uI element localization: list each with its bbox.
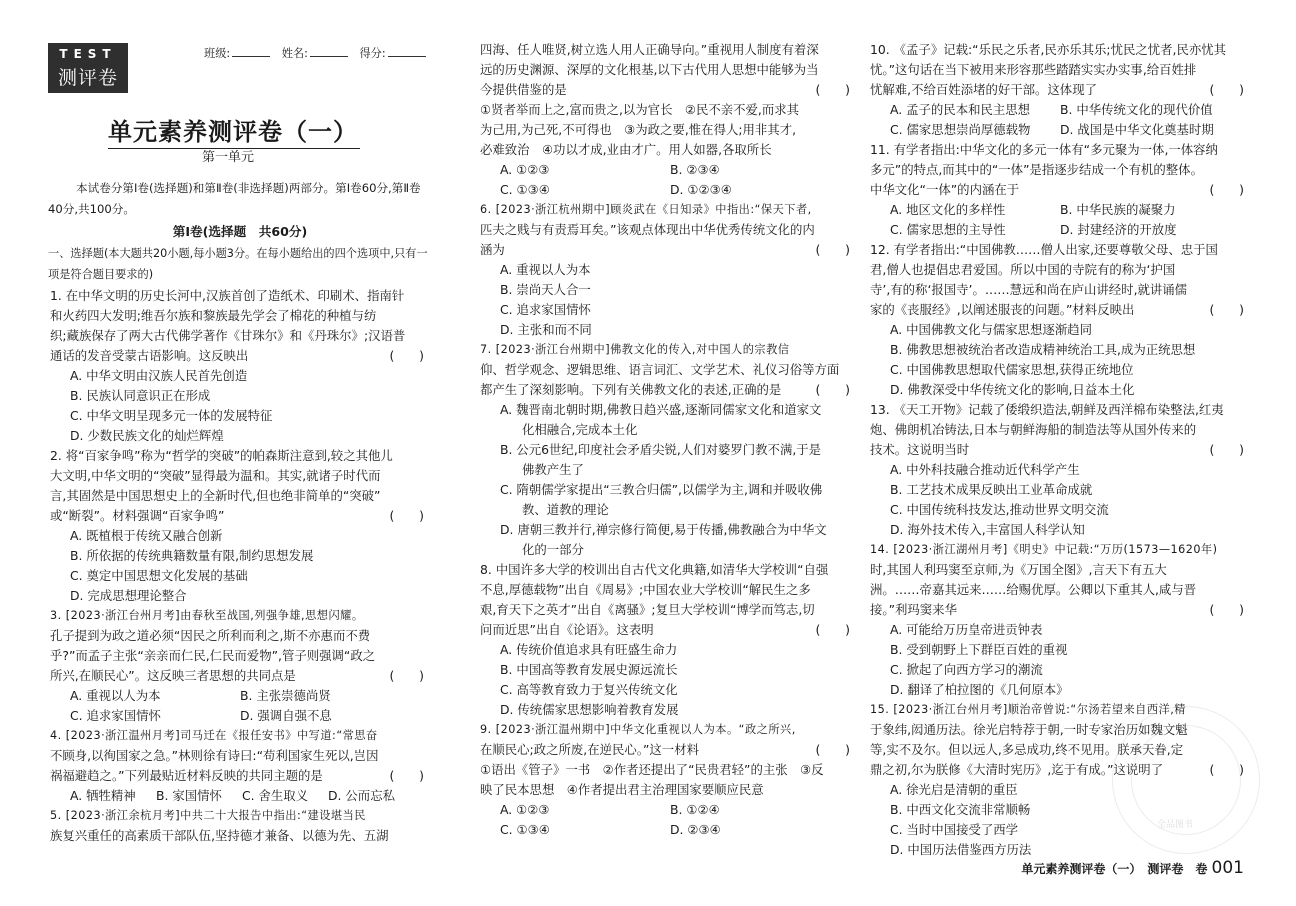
text-line: 孔子提到为政之道必须“因民之所利而利之,斯不亦惠而不费 — [50, 628, 371, 643]
option[interactable]: D. 少数民族文化的灿烂辉煌 — [70, 428, 224, 443]
question-stem: 鼎之初,尔为朕修《大清时宪历》,迄于有成。”这说明了 — [870, 762, 1164, 777]
option[interactable]: A. 魏晋南北朝时期,佛教日趋兴盛,逐渐同儒家文化和道家文 — [500, 402, 822, 417]
option[interactable]: A. 孟子的民本和民主思想 — [890, 102, 1031, 117]
text-line: 艰,育天下之英才”出自《离骚》;复旦大学校训“博学而笃志,切 — [480, 602, 815, 617]
question-stem: 技术。这说明当时 — [870, 442, 970, 457]
page-footer — [1021, 858, 1244, 878]
text-line: 3. [2023·浙江台州月考]由春秋至战国,列强争雄,思想闪耀。 — [50, 609, 364, 622]
text-line: 10. 《孟子》记载:“乐民之乐者,民亦乐其乐;忧民之忧者,民亦忧其 — [870, 42, 1227, 57]
score-label: 得分: — [359, 47, 386, 60]
option-row — [478, 160, 858, 180]
text-line: 映了民本思想 ④作者提出君主治理国家要顺应民意 — [480, 782, 764, 797]
text-line — [868, 600, 1252, 620]
question-stem: 忧解难,不给百姓添堵的好干部。这体现了 — [870, 82, 1097, 97]
option[interactable]: D. 封建经济的开放度 — [1060, 222, 1177, 237]
student-fields — [204, 45, 434, 61]
text-line: 2. 将“百家争鸣”称为“哲学的突破”的帕森斯注意到,较之其他儿 — [50, 448, 393, 463]
instructions: 一、选择题(本大题共20小题,每小题3分。在每小题给出的四个选项中,只有一项是符合题目要求的) — [48, 247, 428, 281]
option[interactable]: C. 追求家国情怀 — [500, 302, 591, 317]
text-line: 9. [2023·浙江温州期中]中华文化重视以人为本。“政之所兴, — [480, 723, 796, 736]
text-line: 和火药四大发明;维吾尔族和黎族最先学会了棉花的种植与纺 — [50, 308, 377, 323]
name-line[interactable] — [310, 56, 348, 57]
text-line — [868, 440, 1252, 460]
text-line: 君,僧人也提倡忠君爱国。所以中国的寺院有的称为‘护国 — [870, 262, 1176, 277]
option[interactable]: C. ①③④ — [500, 182, 550, 197]
question-stem: 问而近思”出自《论语》。这表明 — [480, 622, 654, 637]
question-stem: 都产生了深刻影响。下列有关佛教文化的表述,正确的是 — [480, 382, 782, 397]
text-line — [48, 666, 432, 686]
question-stem: 接。”利玛窦来华 — [870, 602, 957, 617]
option[interactable]: B. 公元6世纪,印度社会矛盾尖锐,人们对婆罗门教不满,于是 — [500, 442, 822, 457]
option[interactable]: B. 工艺技术成果反映出工业革命成就 — [890, 482, 1093, 497]
text-line: 为己用,为己死,不可得也 ③为政之要,惟在得人;用非其才, — [480, 122, 797, 137]
answer-blank[interactable]: ( ) — [1209, 82, 1244, 97]
option[interactable]: B. 中华民族的凝聚力 — [1060, 202, 1176, 217]
answer-blank[interactable]: ( ) — [389, 768, 424, 783]
option[interactable]: A. 牺牲精神 — [70, 788, 136, 803]
question-stem: 或“断裂”。材料强调“百家争鸣” — [50, 508, 225, 523]
option[interactable]: D. 翻译了柏拉图的《几何原本》 — [890, 682, 1069, 697]
option-row — [478, 800, 858, 820]
text-line: 织;藏族保存了两大古代佛学著作《甘珠尔》和《丹珠尔》;汉语普 — [50, 328, 406, 343]
option[interactable]: C. 掀起了向西方学习的潮流 — [890, 662, 1043, 677]
page-subtitle: 第一单元 — [202, 150, 255, 165]
text-line: 7. [2023·浙江台州期中]佛教文化的传入,对中国人的宗教信 — [480, 343, 790, 356]
option[interactable]: B. 中西文化交流非常顺畅 — [890, 802, 1031, 817]
option[interactable]: C. 中华文明呈现多元一体的发展特征 — [70, 408, 273, 423]
text-line: 1. 在中华文明的历史长河中,汉族首创了造纸术、印刷术、指南针 — [50, 288, 405, 303]
answer-blank[interactable]: ( ) — [389, 668, 424, 683]
text-line: 多元”的特点,而其中的“一体”是指逐步结成一个有机的整体。 — [870, 162, 1203, 177]
text-line: ①语出《管子》一书 ②作者还提出了“民贵君轻”的主张 ③反 — [480, 762, 824, 777]
text-line — [478, 240, 858, 260]
footer-label: 单元素养测评卷（一） 测评卷 卷 — [1021, 862, 1208, 876]
page-number: 001 — [1211, 858, 1244, 878]
option[interactable]: C. 儒家思想崇尚厚德载物 — [890, 122, 1031, 137]
question-stem: 在顺民心;政之所废,在逆民心。”这一材料 — [480, 742, 699, 757]
text-line: 不息,厚德载物”出自《周易》;中国农业大学校训“解民生之多 — [480, 582, 811, 597]
text-line: 仰、哲学观念、逻辑思维、语言词汇、文学艺术、礼仪习俗等方面 — [480, 362, 840, 377]
option[interactable]: A. 中国佛教文化与儒家思想逐渐趋同 — [890, 322, 1092, 337]
text-line: 15. [2023·浙江台州月考]顺治帝曾说:“尔汤若望来自西洋,精 — [870, 703, 1186, 716]
option[interactable]: C. 奠定中国思想文化发展的基础 — [70, 568, 248, 583]
text-line — [48, 346, 432, 366]
option[interactable]: A. ①②③ — [500, 802, 550, 817]
class-line[interactable] — [232, 56, 270, 57]
question-stem: 家的《丧服经》,以阐述服丧的问题。”材料反映出 — [870, 302, 1135, 317]
option-row — [868, 100, 1252, 120]
option[interactable]: A. 中外科技融合推动近代科学产生 — [890, 462, 1080, 477]
option[interactable]: A. 徐光启是清朝的重臣 — [890, 782, 1018, 797]
option[interactable]: D. 战国是中华文化奠基时期 — [1060, 122, 1214, 137]
answer-blank[interactable]: ( ) — [815, 382, 850, 397]
logo-test: TEST — [59, 47, 117, 61]
text-line: 4. [2023·浙江温州月考]司马迁在《报任安书》中写道:“常思奋 — [50, 729, 378, 742]
option[interactable]: C. 追求家国情怀 — [70, 708, 161, 723]
text-line: 11. 有学者指出:中华文化的多元一体有“多元聚为一体,一体容纳 — [870, 142, 1218, 157]
text-line — [478, 740, 858, 760]
score-line[interactable] — [388, 56, 426, 57]
option[interactable]: C. 隋朝儒学家提出“三教合归儒”,以儒学为主,调和并吸收佛 — [500, 482, 823, 497]
text-line — [48, 506, 432, 526]
option[interactable]: B. 中华传统文化的现代价值 — [1060, 102, 1213, 117]
watermark-stamp-icon — [1112, 706, 1260, 854]
text-line — [478, 380, 858, 400]
text-line: 时,其国人利玛窦至京师,为《万国全图》,言天下有五大 — [870, 562, 1167, 577]
answer-blank[interactable]: ( ) — [815, 82, 850, 97]
text-line: 8. 中国许多大学的校训出自古代文化典籍,如清华大学校训“自强 — [480, 562, 829, 577]
option-row — [868, 200, 1252, 220]
text-line: 匹夫之贱与有责焉耳矣。”该观点体现出中华优秀传统文化的内 — [480, 222, 815, 237]
text-line: 大文明,中华文明的“突破”显得最为温和。其实,就诸子时代而 — [50, 468, 381, 483]
option[interactable]: C. 舍生取义 — [242, 788, 309, 803]
text-line: 6. [2023·浙江杭州期中]顾炎武在《日知录》中指出:“保天下者, — [480, 203, 812, 216]
option-row — [48, 706, 432, 726]
question-stem: 祸福避趋之。”下列最贴近材料反映的共同主题的是 — [50, 768, 323, 783]
option-cont: 化的一部分 — [522, 542, 584, 557]
option[interactable]: B. 主张崇德尚贤 — [240, 688, 331, 703]
option-row — [48, 686, 432, 706]
text-line: 四海、任人唯贤,树立选人用人正确导向。”重视用人制度有着深 — [480, 42, 819, 57]
text-line: 忧。”这句话在当下被用来形容那些踏踏实实办实事,给百姓排 — [870, 62, 1197, 77]
option[interactable]: A. 中华文明由汉族人民首先创造 — [70, 368, 248, 383]
text-line: 14. [2023·浙江湖州月考]《明史》中记载:“万历(1573—1620年) — [870, 543, 1218, 556]
option[interactable]: C. 儒家思想的主导性 — [890, 222, 1006, 237]
answer-blank[interactable]: ( ) — [1209, 182, 1244, 197]
option[interactable]: B. 所依据的传统典籍数量有限,制约思想发展 — [70, 548, 314, 563]
question-stem: 所兴,在顺民心”。这反映三者思想的共同点是 — [50, 668, 296, 683]
question-stem: 通话的发音受蒙古语影响。这反映出 — [50, 348, 249, 363]
text-line: ①贤者举而上之,富而贵之,以为官长 ②民不亲不爱,而求其 — [480, 102, 800, 117]
option-cont: 化相融合,完成本土化 — [522, 422, 638, 437]
answer-blank[interactable]: ( ) — [815, 242, 850, 257]
option[interactable]: D. 强调自强不息 — [240, 708, 332, 723]
option[interactable]: B. 佛教思想被统治者改造成精神统治工具,成为正统思想 — [890, 342, 1196, 357]
text-line: 洲。……帝嘉其远来……给赐优厚。公卿以下重其人,咸与晋 — [870, 582, 1197, 597]
option-row — [868, 220, 1252, 240]
option[interactable]: D. 完成思想理论整合 — [70, 588, 187, 603]
text-line — [478, 80, 858, 100]
section-heading: 第Ⅰ卷(选择题 共60分) — [172, 224, 308, 239]
option[interactable]: A. ①②③ — [500, 162, 550, 177]
text-line: 寺’,有的称‘报国寺’。……慧远和尚在庐山讲经时,就讲诵儒 — [870, 282, 1188, 297]
text-line — [868, 80, 1252, 100]
option[interactable]: B. 崇尚天人合一 — [500, 282, 591, 297]
option[interactable]: D. 唐朝三教并行,禅宗修行简便,易于传播,佛教融合为中华文 — [500, 522, 827, 537]
page-title: 单元素养测评卷（一） — [108, 112, 360, 149]
column-2 — [478, 40, 858, 840]
option[interactable]: D. 海外技术传入,丰富国人科学认知 — [890, 522, 1085, 537]
text-line — [868, 300, 1252, 320]
option-row — [868, 120, 1252, 140]
column-1 — [48, 286, 432, 846]
option[interactable]: B. ①②④ — [670, 802, 720, 817]
answer-blank[interactable]: ( ) — [389, 508, 424, 523]
answer-blank[interactable]: ( ) — [1209, 762, 1244, 777]
option-row — [48, 786, 432, 806]
option[interactable]: D. 主张和而不同 — [500, 322, 592, 337]
option-row — [478, 820, 858, 840]
logo-block — [48, 43, 128, 93]
logo-label: 测评卷 — [57, 67, 118, 89]
option[interactable]: A. 地区文化的多样性 — [890, 202, 1006, 217]
option[interactable]: D. 传统儒家思想影响着教育发展 — [500, 702, 679, 717]
text-line: 言,其固然是中国思想史上的全新时代,但也绝非简单的“突破” — [50, 488, 381, 503]
option[interactable]: D. ①②③④ — [670, 182, 732, 197]
option[interactable]: A. 传统价值追求具有旺盛生命力 — [500, 642, 678, 657]
option[interactable]: B. ②③④ — [670, 162, 720, 177]
option[interactable]: A. 既植根于传统又融合创新 — [70, 528, 223, 543]
answer-blank[interactable]: ( ) — [815, 742, 850, 757]
answer-blank[interactable]: ( ) — [1209, 302, 1244, 317]
option[interactable]: A. 重视以人为本 — [500, 262, 591, 277]
text-line — [48, 766, 432, 786]
text-line: 乎?”而孟子主张“亲亲而仁民,仁民而爱物”,管子则强调“政之 — [50, 648, 376, 663]
class-label: 班级: — [204, 47, 231, 60]
watermark-text: 全品图书 — [1157, 820, 1194, 830]
text-line: 12. 有学者指出:“中国佛教……僧人出家,还要尊敬父母、忠于国 — [870, 242, 1218, 257]
name-label: 姓名: — [281, 47, 308, 60]
option-row — [478, 180, 858, 200]
option[interactable]: B. 中国高等教育发展史源远流长 — [500, 662, 678, 677]
text-line: 13. 《天工开物》记载了倭缎织造法,朝鲜及西洋棉布染整法,红夷 — [870, 402, 1224, 417]
option[interactable]: C. 中国传统科技发达,推动世界文明交流 — [890, 502, 1109, 517]
option[interactable]: D. ②③④ — [670, 822, 721, 837]
option[interactable]: C. 中国佛教思想取代儒家思想,获得正统地位 — [890, 362, 1134, 377]
question-stem: 今提供借鉴的是 — [480, 82, 567, 97]
text-line: 远的历史渊源、深厚的文化根基,以下古代用人思想中能够为当 — [480, 62, 819, 77]
option[interactable]: B. 受到朝野上下群臣百姓的重视 — [890, 642, 1068, 657]
answer-blank[interactable]: ( ) — [1209, 442, 1244, 457]
option[interactable]: D. 公而忘私 — [328, 788, 395, 803]
answer-blank[interactable]: ( ) — [389, 348, 424, 363]
option[interactable]: C. 当时中国接受了西学 — [890, 822, 1019, 837]
question-stem: 中华文化“一体”的内涵在于 — [870, 182, 1020, 197]
option[interactable]: B. 民族认同意识正在形成 — [70, 388, 211, 403]
option-cont: 佛教产生了 — [522, 462, 584, 477]
option[interactable]: D. 中国历法借鉴西方历法 — [890, 842, 1032, 857]
question-stem: 涵为 — [480, 242, 505, 257]
text-line: 不顾身,以徇国家之急。”林则徐有诗曰:“苟利国家生死以,岂因 — [50, 748, 379, 763]
answer-blank[interactable]: ( ) — [815, 622, 850, 637]
text-line: 等,实不及尔。但以远人,多忌成功,终不见用。朕承天眷,定 — [870, 742, 1184, 757]
text-line: 5. [2023·浙江余杭月考]中共二十大报告中指出:“建设堪当民 — [50, 809, 366, 822]
option[interactable]: A. 可能给万历皇帝进贡钟表 — [890, 622, 1043, 637]
option-cont: 教、道教的理论 — [522, 502, 609, 517]
option[interactable]: C. ①③④ — [500, 822, 550, 837]
text-line: 于象纬,闳通历法。徐光启特荐于朝,一时专家治历如魏文魁 — [870, 722, 1188, 737]
option[interactable]: C. 高等教育致力于复兴传统文化 — [500, 682, 678, 697]
option[interactable]: A. 重视以人为本 — [70, 688, 161, 703]
exam-intro: 本试卷分第Ⅰ卷(选择题)和第Ⅱ卷(非选择题)两部分。第Ⅰ卷60分,第Ⅱ卷40分,共100分。 — [48, 181, 421, 216]
text-line: 必难致治 ④功以才成,业由才广。用人如器,各取所长 — [480, 142, 772, 157]
option[interactable]: B. 家国情怀 — [156, 788, 222, 803]
text-line — [868, 180, 1252, 200]
text-line: 炮、佛朗机冶铸法,日本与朝鲜海船的制造法等从国外传来的 — [870, 422, 1197, 437]
answer-blank[interactable]: ( ) — [1209, 602, 1244, 617]
text-line — [478, 620, 858, 640]
text-line: 族复兴重任的高素质干部队伍,坚持德才兼备、以德为先、五湖 — [50, 828, 389, 843]
option[interactable]: D. 佛教深受中华传统文化的影响,日益本土化 — [890, 382, 1135, 397]
